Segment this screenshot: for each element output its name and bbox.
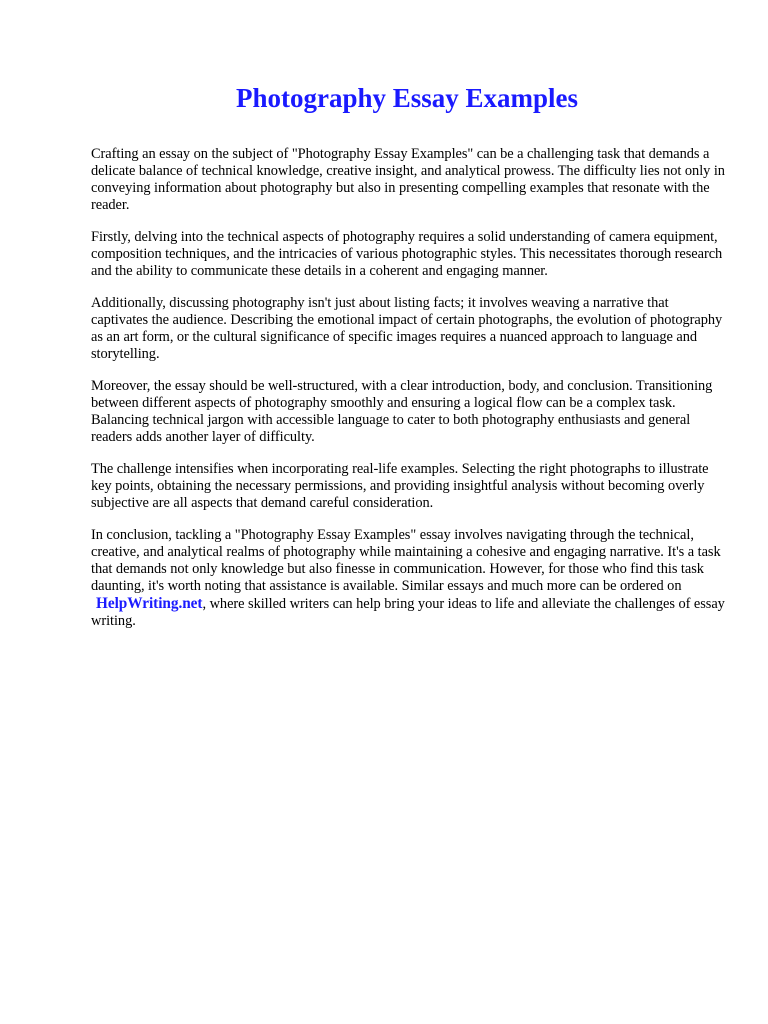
page-title: Photography Essay Examples — [235, 83, 579, 113]
conclusion-text-after-link: , where skilled writers can help bring your ideas to life and alleviate the challenges of essay writing. — [91, 596, 725, 629]
essay-body — [91, 146, 727, 645]
paragraph-examples: The challenge intensifies when incorporating real-life examples. Selecting the right photographs to illustrate key points, obtaining the necessary permissions, and providing insightful analysis without becoming overly subjective are all aspects that demand careful consideration. — [91, 461, 709, 511]
helpwriting-link[interactable]: HelpWriting.net — [96, 595, 203, 612]
paragraph-intro: Crafting an essay on the subject of "Photography Essay Examples" can be a challenging task that demands a delicate balance of technical knowledge, creative insight, and analytical prowess. The difficulty lies not only in conveying information about photography but also in presenting compelling examples that resonate with the reader. — [91, 146, 725, 213]
conclusion-text-before-link: In conclusion, tackling a "Photography Essay Examples" essay involves navigating through the technical, creative, and analytical realms of photography while maintaining a cohesive and engaging narrative. It's a task that demands not only knowledge but also finesse in communication. However, for those who find this task daunting, it's worth noting that assistance is available. Similar essays and much more can be ordered on — [91, 527, 721, 594]
paragraph-conclusion — [91, 527, 727, 630]
paragraph-technical: Firstly, delving into the technical aspects of photography requires a solid understanding of camera equipment, composition techniques, and the intricacies of various photographic styles. This necessitates thorough research and the ability to communicate these details in a coherent and engaging manner. — [91, 229, 723, 279]
paragraph-narrative: Additionally, discussing photography isn't just about listing facts; it involves weaving a narrative that captivates the audience. Describing the emotional impact of certain photographs, the evolution of photography as an art form, or the cultural significance of specific images requires a nuanced approach to language and storytelling. — [91, 295, 723, 362]
paragraph-structure: Moreover, the essay should be well-structured, with a clear introduction, body, and conclusion. Transitioning between different aspects of photography smoothly and ensuring a logical flow can be a complex task. Balancing technical jargon with accessible language to cater to both photography enthusiasts and general readers adds another layer of difficulty. — [91, 378, 713, 445]
